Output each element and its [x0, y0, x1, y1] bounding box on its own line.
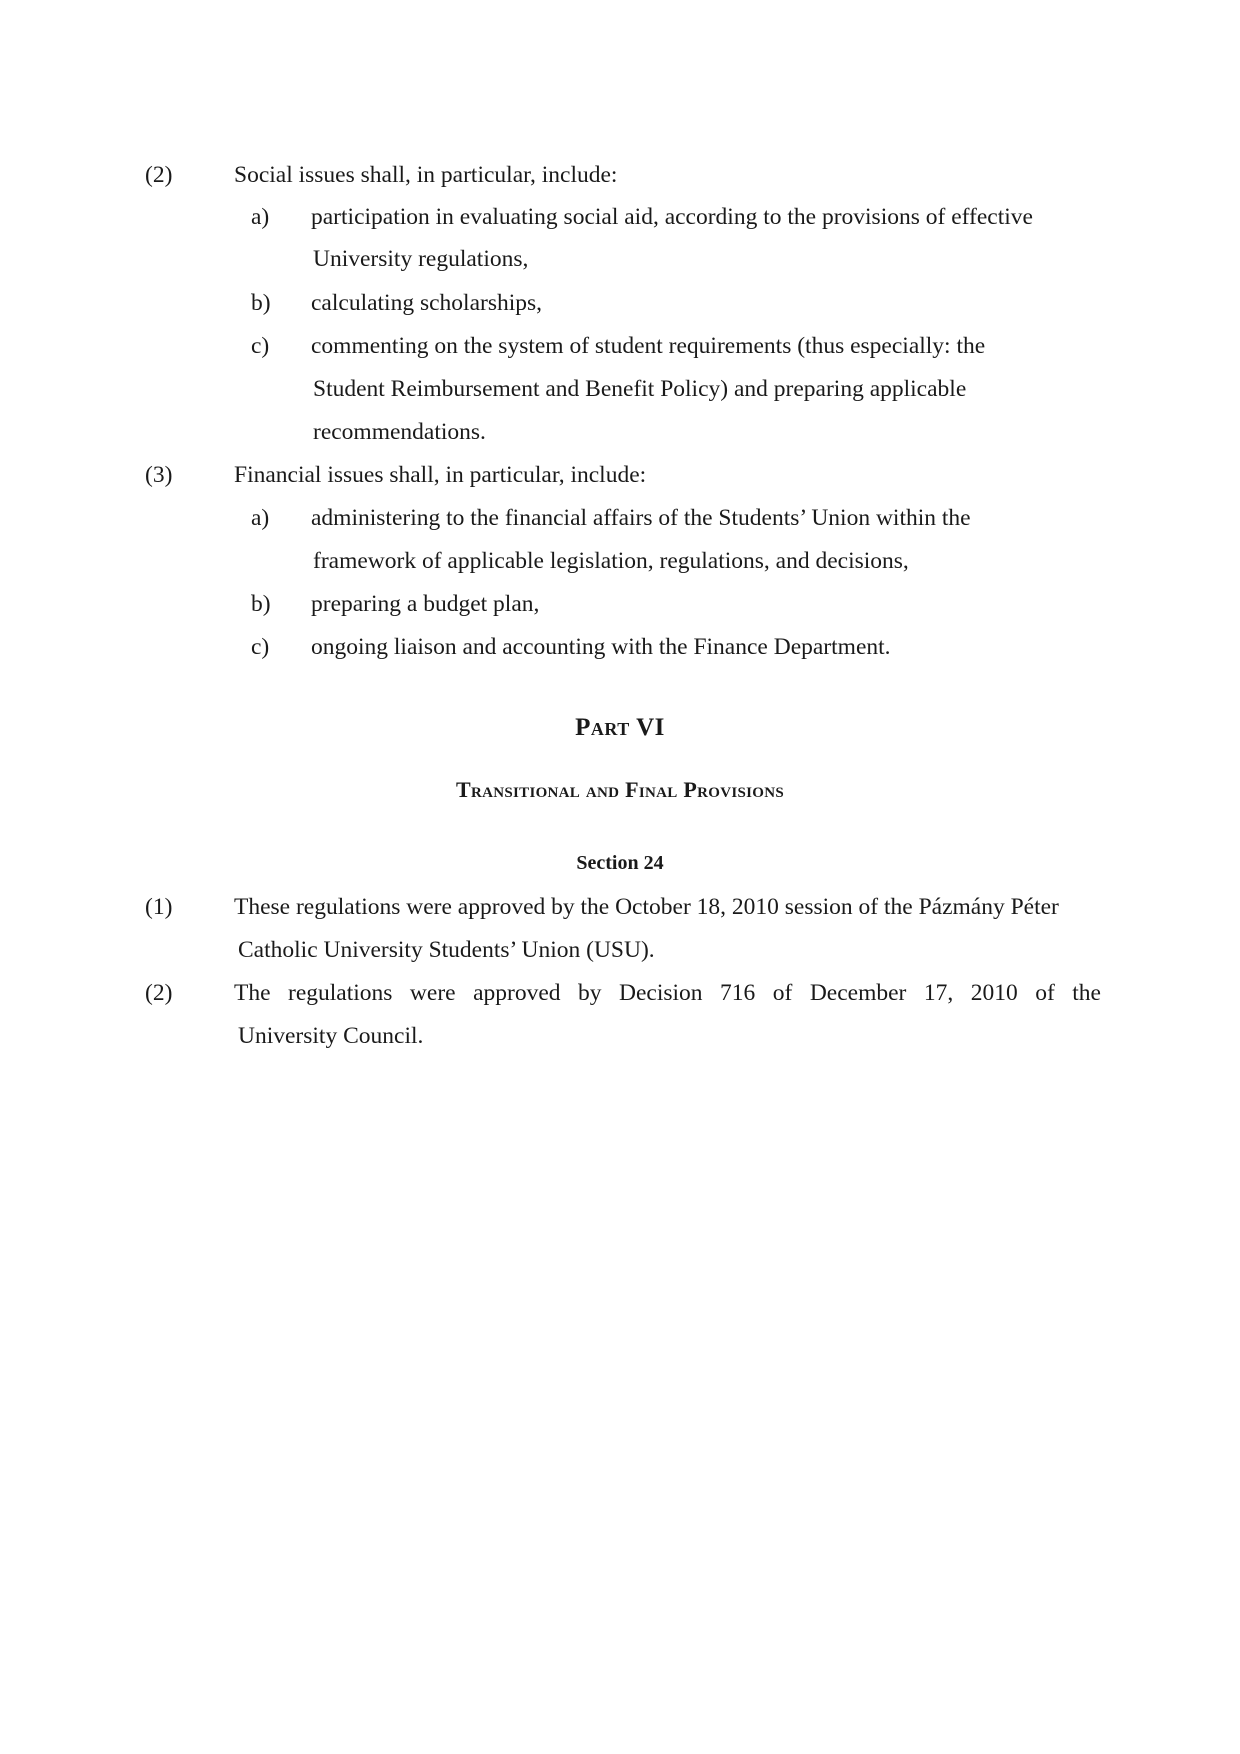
list-item-letter: c)	[251, 333, 270, 359]
paragraph-intro: Financial issues shall, in particular, include:	[234, 462, 647, 488]
paragraph-intro: Social issues shall, in particular, include:	[234, 162, 618, 188]
section-title: Section 24	[576, 852, 664, 874]
paragraph-number: (2)	[145, 162, 173, 188]
paragraph-number: (1)	[145, 894, 173, 920]
paragraph-text: Catholic University Students’ Union (USU).	[238, 937, 655, 963]
part-title: Part VI	[575, 714, 665, 741]
paragraph-text: University Council.	[238, 1023, 424, 1049]
list-item-letter: b)	[251, 591, 271, 617]
list-item-letter: a)	[251, 204, 270, 230]
list-item-text: Student Reimbursement and Benefit Policy) and preparing applicable	[313, 376, 967, 402]
list-item-text: administering to the financial affairs of the Students’ Union within the	[311, 505, 971, 531]
list-item-text: recommendations.	[313, 419, 486, 445]
list-item-text: ongoing liaison and accounting with the Finance Department.	[311, 634, 891, 660]
list-item-text: participation in evaluating social aid, according to the provisions of effective	[311, 204, 1033, 230]
part-subtitle: Transitional and Final Provisions	[455, 777, 784, 802]
paragraph-text: These regulations were approved by the October 18, 2010 session of the Pázmány Péter	[234, 894, 1059, 920]
paragraph-number: (2)	[145, 980, 173, 1006]
list-item-text: calculating scholarships,	[311, 290, 543, 316]
list-item-letter: a)	[251, 505, 270, 531]
list-item-letter: c)	[251, 634, 270, 660]
list-item-text: commenting on the system of student requirements (thus especially: the	[311, 333, 986, 359]
list-item-text: framework of applicable legislation, regulations, and decisions,	[313, 548, 909, 574]
list-item-text: preparing a budget plan,	[311, 591, 540, 617]
paragraph-number: (3)	[145, 462, 173, 488]
list-item-letter: b)	[251, 290, 271, 316]
paragraph-text: The regulations were approved by Decision 716 of December 17, 2010 of the	[234, 980, 1101, 1006]
list-item-text: University regulations,	[313, 246, 529, 272]
